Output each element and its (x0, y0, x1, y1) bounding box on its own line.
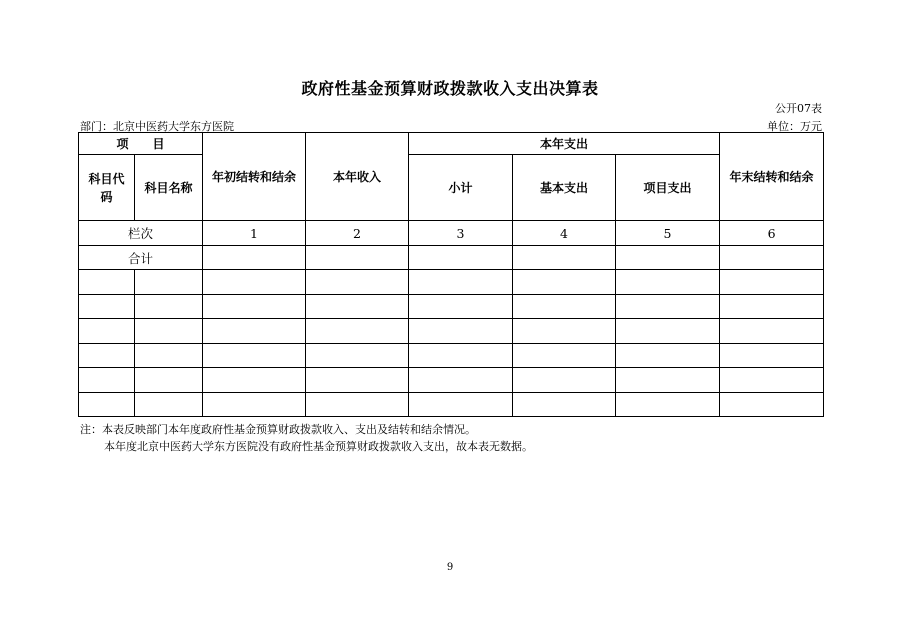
table-cell (79, 319, 135, 344)
table-cell (513, 246, 616, 270)
header-subject-code: 科目代码 (79, 155, 135, 221)
header-closing-balance: 年末结转和结余 (720, 133, 824, 221)
total-label: 合计 (79, 246, 203, 270)
table-cell (203, 270, 306, 295)
table-cell (720, 319, 824, 344)
unit-label: 单位：万元 (767, 120, 822, 133)
header-subject-name: 科目名称 (135, 155, 203, 221)
table-cell (203, 393, 306, 417)
column-row-label: 栏次 (79, 221, 203, 246)
column-number: 1 (203, 221, 306, 246)
table-cell (513, 295, 616, 319)
note-line: 注：本表反映部门本年度政府性基金预算财政拨款收入、支出及结转和结余情况。 (80, 423, 476, 436)
table-cell (409, 368, 513, 393)
table-cell (203, 344, 306, 368)
table-cell (135, 295, 203, 319)
table-cell (720, 344, 824, 368)
table-cell (135, 319, 203, 344)
table-cell (409, 295, 513, 319)
table-cell (513, 393, 616, 417)
table-row (79, 270, 824, 295)
table-cell (79, 270, 135, 295)
table-cell (306, 246, 409, 270)
table-cell (513, 368, 616, 393)
note-line: 本年度北京中医药大学东方医院没有政府性基金预算财政拨款收入支出，故本表无数据。 (104, 440, 533, 453)
budget-table (78, 132, 824, 417)
table-cell (616, 344, 720, 368)
header-item: 项 目 (79, 133, 203, 155)
column-number: 6 (720, 221, 824, 246)
header-current-expense: 本年支出 (409, 133, 720, 155)
header-project-expense: 项目支出 (616, 155, 720, 221)
table-cell (306, 319, 409, 344)
table-cell (203, 368, 306, 393)
table-cell (720, 295, 824, 319)
table-cell (616, 368, 720, 393)
table-cell (513, 319, 616, 344)
header-opening-balance: 年初结转和结余 (203, 133, 306, 221)
table-row (79, 319, 824, 344)
column-number: 2 (306, 221, 409, 246)
form-number: 公开07表 (775, 102, 822, 115)
table-cell (79, 393, 135, 417)
table-cell (616, 393, 720, 417)
table-cell (203, 246, 306, 270)
table-cell (616, 270, 720, 295)
table-cell (513, 270, 616, 295)
column-number: 4 (513, 221, 616, 246)
table-cell (135, 368, 203, 393)
table-cell (306, 295, 409, 319)
table-row (79, 368, 824, 393)
header-current-income: 本年收入 (306, 133, 409, 221)
table-cell (616, 246, 720, 270)
table-cell (720, 246, 824, 270)
table-cell (203, 295, 306, 319)
table-cell (720, 368, 824, 393)
table-cell (616, 319, 720, 344)
table-cell (306, 344, 409, 368)
header-subtotal: 小计 (409, 155, 513, 221)
table-row (79, 393, 824, 417)
table-cell (306, 270, 409, 295)
table-cell (409, 270, 513, 295)
table-cell (203, 319, 306, 344)
column-number-row (79, 221, 824, 246)
table-cell (409, 344, 513, 368)
total-row (79, 246, 824, 270)
table-cell (306, 393, 409, 417)
table-cell (409, 393, 513, 417)
notes (80, 421, 533, 455)
table-cell (79, 344, 135, 368)
table-cell (409, 246, 513, 270)
table-cell (409, 319, 513, 344)
table-cell (135, 270, 203, 295)
table-cell (513, 344, 616, 368)
document-title: 政府性基金预算财政拨款收入支出决算表 (301, 79, 599, 98)
column-number: 5 (616, 221, 720, 246)
table-cell (616, 295, 720, 319)
table-cell (79, 295, 135, 319)
table-cell (79, 368, 135, 393)
table-cell (135, 344, 203, 368)
table-cell (135, 393, 203, 417)
table-row (79, 344, 824, 368)
column-number: 3 (409, 221, 513, 246)
department-label: 部门：北京中医药大学东方医院 (80, 120, 234, 133)
table-cell (306, 368, 409, 393)
header-basic-expense: 基本支出 (513, 155, 616, 221)
table-cell (720, 393, 824, 417)
table-cell (720, 270, 824, 295)
table-row (79, 295, 824, 319)
page-number: 9 (446, 562, 454, 573)
